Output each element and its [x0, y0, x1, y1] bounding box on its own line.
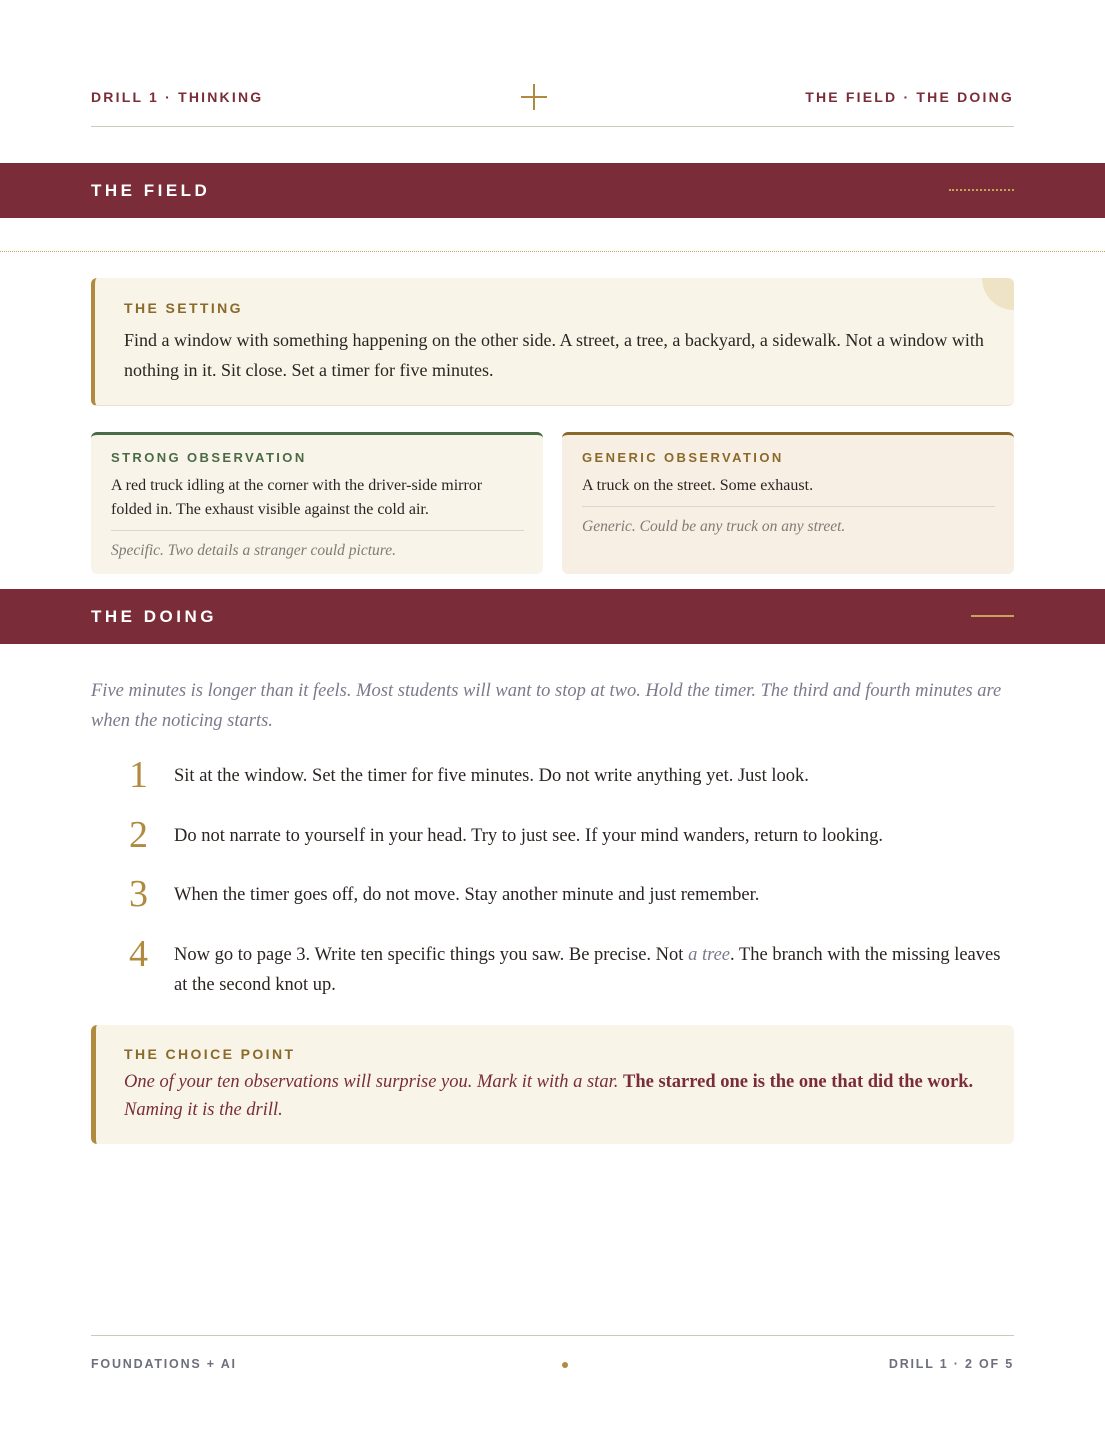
generic-observation-label: GENERIC OBSERVATION	[582, 450, 784, 465]
step-number: 3	[129, 873, 148, 915]
step-text-lead: Now go to page 3. Write ten specific things you saw. Be precise. Not	[174, 945, 689, 965]
dot-ornament-icon	[562, 1362, 568, 1368]
generic-observation-card	[562, 432, 1014, 574]
choice-point-label: THE CHOICE POINT	[124, 1046, 296, 1062]
strong-observation-card	[91, 432, 543, 574]
strong-observation-label: STRONG OBSERVATION	[111, 450, 307, 465]
header-drill-label: DRILL 1 · THINKING	[91, 89, 264, 105]
step-text-tail: . The branch with the missing leaves at the second knot up.	[174, 945, 1001, 995]
footer-course-label: FOUNDATIONS + AI	[91, 1357, 237, 1371]
choice-bold-statement: The starred one is the one that did the work.	[622, 1072, 974, 1092]
step-text: Do not narrate to yourself in your head. Try to just see. If your mind wanders, return to looking.	[174, 826, 884, 846]
section-band-doing	[0, 589, 1105, 644]
step-text: Sit at the window. Set the timer for five minutes. Do not write anything yet. Just look.	[174, 766, 809, 786]
generic-observation-note: Generic. Could be any truck on any street.	[582, 518, 846, 535]
footer-page-label: DRILL 1 · 2 OF 5	[888, 1357, 1014, 1371]
step-number: 1	[129, 754, 148, 796]
section-title-doing: THE DOING	[91, 607, 217, 626]
step-text-emphasis: a tree	[688, 945, 731, 965]
doing-intro: Five minutes is longer than it feels. Most students will want to stop at two. Hold the timer. The third and fourth minutes are when the noticing starts.	[91, 681, 1002, 731]
dotted-divider	[0, 251, 1105, 252]
strong-observation-note: Specific. Two details a stranger could picture.	[111, 542, 396, 559]
strong-observation-divider	[111, 530, 524, 531]
step-number: 2	[129, 814, 148, 856]
choice-point-text	[124, 1068, 994, 1124]
setting-card	[91, 278, 1014, 406]
page-header	[91, 86, 1014, 127]
choice-italic-lead: One of your ten observations will surprise you. Mark it with a star.	[124, 1072, 623, 1092]
plus-ornament-icon	[521, 84, 547, 110]
setting-text: Find a window with something happening on the other side. A street, a tree, a backyard, a sidewalk. Not a window with nothing in it. Sit close. Set a timer for five minutes.	[124, 330, 984, 380]
choice-italic-tail: Naming it is the drill.	[124, 1100, 283, 1120]
step-text	[174, 940, 1014, 1000]
section-band-field	[0, 163, 1105, 218]
header-section-label: THE FIELD · THE DOING	[805, 89, 1014, 105]
choice-point-card	[91, 1025, 1014, 1144]
dotted-ornament-icon	[949, 189, 1014, 191]
page-footer	[91, 1335, 1014, 1375]
setting-label: THE SETTING	[124, 300, 243, 316]
strong-observation-text: A red truck idling at the corner with the driver-side mirror folded in. The exhaust visible against the cold air.	[111, 477, 483, 518]
line-ornament-icon	[971, 615, 1014, 617]
generic-observation-text: A truck on the street. Some exhaust.	[582, 477, 814, 494]
section-title-field: THE FIELD	[91, 181, 211, 200]
corner-ornament	[982, 278, 1014, 310]
step-text: When the timer goes off, do not move. Stay another minute and just remember.	[174, 885, 760, 905]
generic-observation-divider	[582, 506, 995, 507]
step-number: 4	[129, 933, 148, 975]
